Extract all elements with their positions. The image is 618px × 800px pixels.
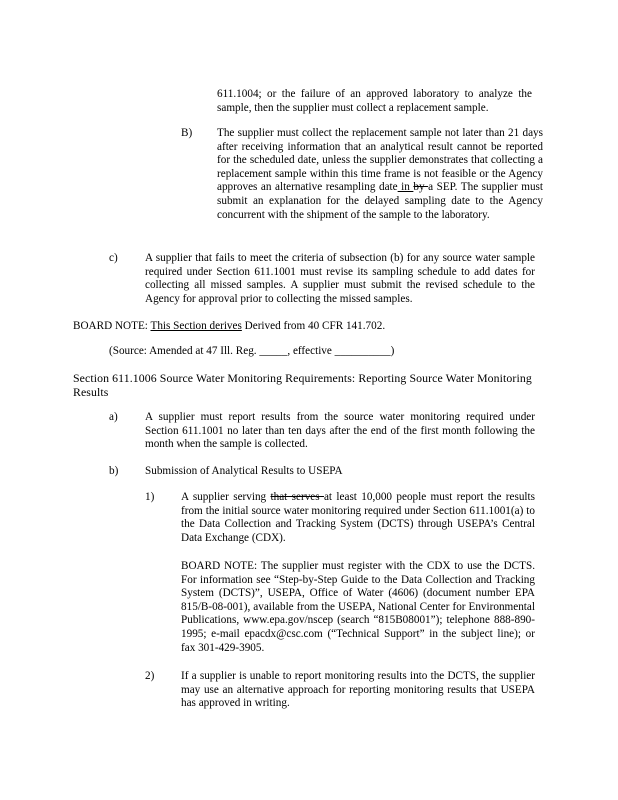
subsection-c-text: A supplier that fails to meet the criteria of subsection (b) for any source water sample required under Section 611.1001 must revise its sampling schedule to add dates for collecting all missed samples. A supplier must submit the revised schedule to the Agency for approval prior to collecting the missed samples. [145, 252, 535, 305]
item-1-label: 1) [145, 491, 155, 503]
subsection-c-label: c) [109, 252, 118, 264]
deleted-text: that serves [270, 491, 324, 503]
board-note-1 [73, 320, 543, 334]
board-note-lead: BOARD NOTE: [73, 320, 151, 332]
item-2-label: 2) [145, 670, 155, 682]
section-heading: Section 611.1006 Source Water Monitoring Requirements: Reporting Source Water Monitoring Results [73, 371, 532, 399]
subsection-b2-text: Submission of Analytical Results to USEPA [145, 465, 343, 477]
item-1-rest: at least 10,000 people must report the results from the initial source water monitoring required under Section 611.1001(a) to the Data Collection and Tracking System (DCTS) through USEPA’s Central Data Exchange (CDX). [181, 491, 535, 544]
source-line: (Source: Amended at 47 Ill. Reg. _____, effective __________) [109, 345, 395, 357]
inserted-text: in [397, 181, 414, 194]
deleted-text: by [413, 181, 429, 194]
b-text-part2: a SEP. The supplier must submit an explanation for the delayed sampling date to the Agency concurrent with the shipment of the sample to the laboratory. [217, 181, 544, 221]
board-note-rest: Derived from 40 CFR 141.702. [241, 320, 386, 332]
board-note-2: BOARD NOTE: The supplier must register with the CDX to use the DCTS. For information see “Step-by-Step Guide to the Data Collection and Tracking System (DCTS)”, USEPA, Office of Water (4606) (document number EPA 815/B-08-001), available from the USEPA, National Center for Environmental Publications, www.epa.gov/nscep (search “815B08001”); telephone 888-890-1995; e-mail epacdx@csc.com (“Technical Support” in the subject line); or fax 301-429-3905. [181, 560, 535, 654]
item-2-text: If a supplier is unable to report monitoring results into the DCTS, the supplier may use an alternative approach for reporting monitoring results that USEPA has approved in writing. [181, 670, 535, 710]
continuation-paragraph: 611.1004; or the failure of an approved laboratory to analyze the sample, then the supplier must collect a replacement sample. [217, 88, 532, 114]
subsection-a-text: A supplier must report results from the source water monitoring required under Section 611.1001 no later than ten days after the end of the first month following the month when the sample is collected. [145, 411, 535, 451]
b-text-part1: The supplier must collect the replacement sample not later than 21 days after receiving information that an analytical result cannot be reported for the scheduled date, unless the supplier demonstrates that collecting a replacement sample within this time frame is not feasible or the Agency approves an alternative resampling date [217, 127, 543, 194]
item-1-text [181, 491, 535, 545]
subsection-a-label: a) [109, 411, 118, 423]
subsection-b2-label: b) [109, 465, 119, 477]
inserted-text: This Section derives [150, 320, 242, 332]
subsection-b-label: B) [181, 127, 193, 139]
item-1-lead: A supplier serving [181, 491, 271, 503]
subsection-b-text [217, 127, 543, 222]
